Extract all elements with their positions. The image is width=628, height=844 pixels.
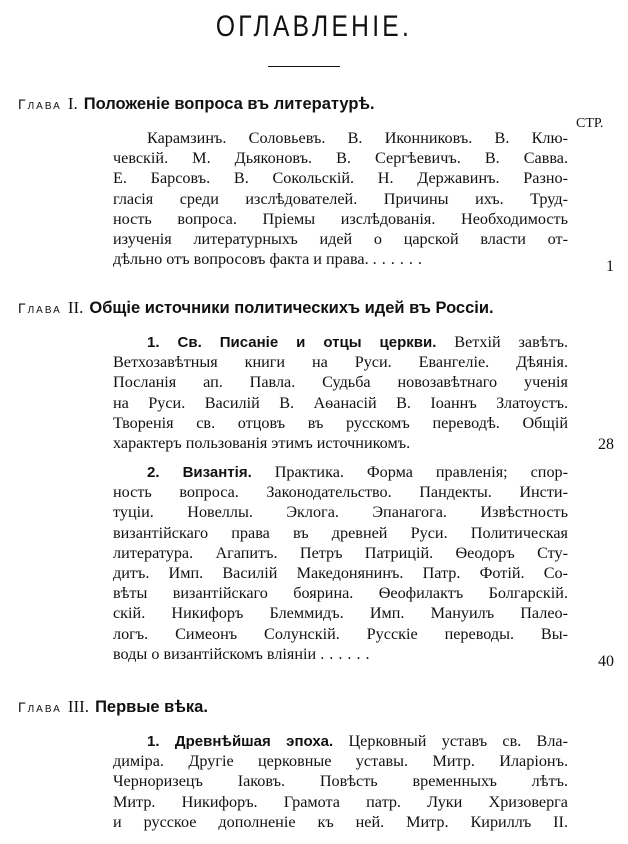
entry-text: воды о византійскомъ вліяніи	[113, 644, 317, 663]
entry-text: дѣльно отъ вопросовъ факта и права.	[113, 250, 369, 269]
entry-line: ность вопроса. Пріемы изслѣдованія. Необходимость	[113, 209, 568, 228]
chapter-number: I.	[67, 94, 78, 113]
entry-line	[113, 332, 568, 352]
entry-line: изученія литературныхъ идей о царской власти от-	[113, 229, 568, 248]
entry-line: Ветхозавѣтныя книги на Руси. Евангеліе. Дѣянія.	[113, 353, 568, 372]
chapter-number: III.	[67, 697, 90, 716]
entry-line: логъ. Симеонъ Солунскій. Русскіе переводы. Вы-	[113, 624, 568, 643]
chapter-label: Глава	[18, 699, 62, 715]
leader-dots: ......	[372, 250, 427, 269]
chapter-title: Положеніе вопроса въ литературѣ.	[83, 95, 375, 113]
chapter-heading	[18, 94, 375, 114]
section-heading: 2. Византія.	[147, 464, 252, 481]
leader-dots: ......	[320, 644, 375, 663]
section-heading: 1. Древнѣйшая эпоха.	[147, 733, 334, 750]
entry-line: Черноризецъ Іаковъ. Повѣсть временныхъ лѣтъ.	[113, 772, 568, 791]
chapter-label: Глава	[18, 96, 62, 112]
page-number: 28	[598, 436, 614, 453]
chapter-heading	[18, 697, 208, 717]
entry-line	[113, 644, 568, 664]
toc-entry	[113, 731, 568, 832]
page-column-label: СТР.	[576, 116, 604, 131]
entry-line: чевскій. М. Дьяконовъ. В. Сергѣевичъ. В. Савва.	[113, 149, 568, 168]
entry-line	[113, 731, 568, 751]
page-number: 1	[606, 258, 614, 275]
entry-line	[113, 433, 568, 453]
entry-line: византійскаго права въ древней Руси. Политическая	[113, 523, 568, 542]
entry-text: Карамзинъ. Соловьевъ. В. Иконниковъ. В. Клю-	[147, 129, 568, 147]
page-title: ОГЛАВЛЕНІЕ.	[215, 10, 413, 43]
entry-text: Ветхій завѣтъ.	[454, 333, 568, 351]
entry-line: Творенія св. отцовъ въ русскомъ переводѣ. Общій	[113, 413, 568, 432]
entry-text: Практика. Форма правленія; спор-	[274, 463, 568, 481]
entry-line: Е. Барсовъ. В. Сокольскій. Н. Державинъ. Разно-	[113, 169, 568, 188]
entry-line	[113, 128, 568, 148]
toc-entry	[113, 332, 568, 453]
title-divider	[268, 66, 340, 67]
entry-line: туціи. Новеллы. Эклога. Эпанагога. Извѣстность	[113, 503, 568, 522]
chapter-title: Первые вѣка.	[95, 698, 208, 716]
entry-line: Посланія ап. Павла. Судьба новозавѣтнаго ученія	[113, 373, 568, 392]
entry-line: вѣты византійскаго боярина. Ѳеофилактъ Болгарскій.	[113, 584, 568, 603]
chapter-heading	[18, 298, 494, 318]
page-number: 40	[598, 653, 614, 670]
entry-line: диміра. Другіе церковные уставы. Митр. Иларіонъ.	[113, 752, 568, 771]
entry-line: литература. Агапитъ. Петръ Патрицій. Ѳеодоръ Сту-	[113, 543, 568, 562]
entry-line: дитъ. Имп. Василій Македонянинъ. Патр. Фотій. Со-	[113, 563, 568, 582]
entry-line	[113, 462, 568, 482]
entry-text: Церковный уставъ св. Вла-	[348, 732, 568, 750]
entry-line: и русское дополненіе къ ней. Митр. Кириллъ II.	[113, 812, 568, 831]
entry-line: скій. Никифоръ Блеммидъ. Имп. Мануилъ Палео-	[113, 604, 568, 623]
toc-entry	[113, 128, 568, 269]
entry-line: Митр. Никифоръ. Грамота патр. Луки Хризоверга	[113, 792, 568, 811]
toc-entry	[113, 462, 568, 664]
chapter-title: Общіе источники политическихъ идей въ Россіи.	[89, 299, 494, 317]
chapter-number: II.	[67, 298, 84, 317]
entry-line: ность вопроса. Законодательство. Пандекты. Инсти-	[113, 483, 568, 502]
entry-line: гласія среди изслѣдователей. Причины ихъ. Труд-	[113, 189, 568, 208]
section-heading: 1. Св. Писаніе и отцы церкви.	[147, 334, 437, 351]
chapter-label: Глава	[18, 300, 62, 316]
entry-line: на Руси. Василій В. Аѳанасій В. Іоаннъ Златоустъ.	[113, 393, 568, 412]
entry-line	[113, 249, 568, 269]
entry-text: характеръ пользованія этимъ источникомъ.	[113, 433, 411, 452]
